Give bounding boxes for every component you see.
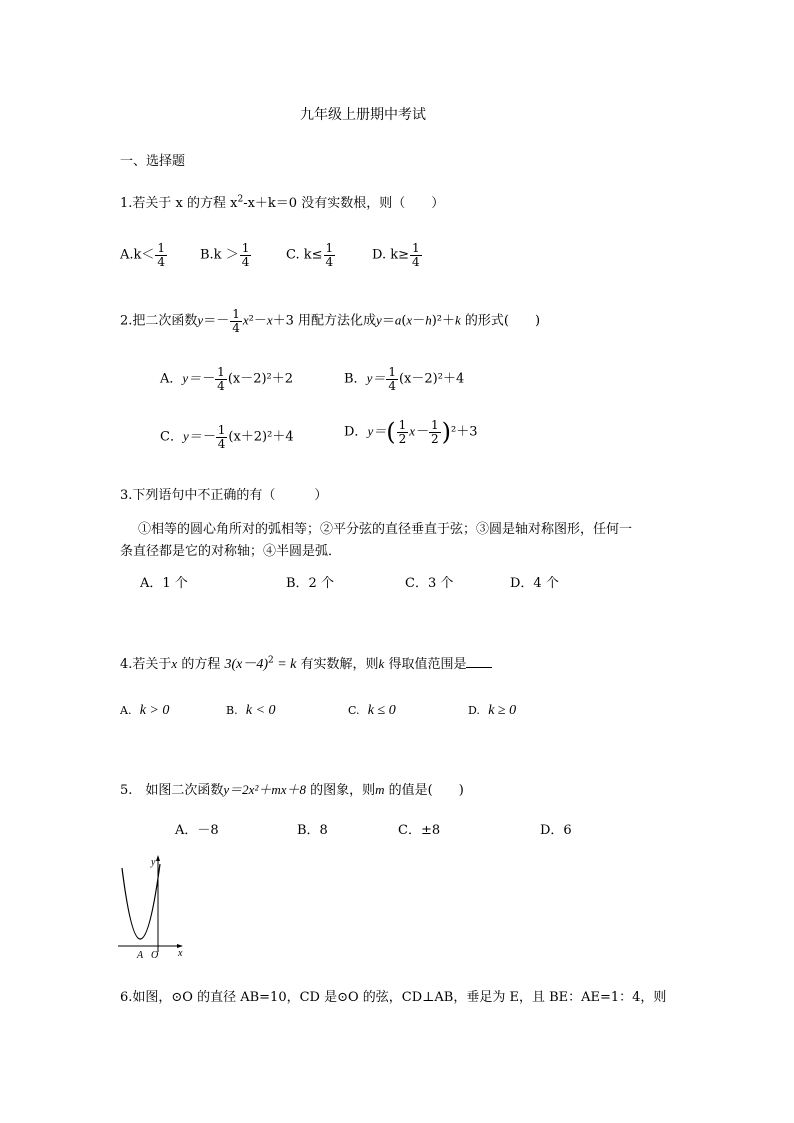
graph-x-label: x — [178, 948, 183, 959]
question-4-option-c: C. k ≤ 0 — [348, 703, 396, 718]
question-6-stem: 6.如图，⊙O 的直径 AB=10，CD 是⊙O 的弦，CD⊥AB，垂足为 E，且 BE：AE=1：4，则 — [120, 990, 667, 1005]
graph-y-label: y — [151, 857, 156, 868]
section-heading: 一、选择题 — [120, 154, 186, 169]
question-4-option-d: D. k ≥ 0 — [468, 703, 517, 718]
y-axis-arrow — [156, 855, 160, 861]
parabola-curve — [122, 864, 160, 939]
graph-origin-label: O — [151, 950, 159, 961]
question-3-body-line1: ①相等的圆心角所对的弧相等；②平分弦的直径垂直于弦；③圆是轴对称图形，任何一 — [138, 522, 633, 537]
page-title: 九年级上册期中考试 — [300, 107, 426, 123]
question-1-stem: 1.若关于 x 的方程 $x^2-x+k=0$ 没有实数根，则（ ） — [120, 194, 445, 211]
question-3-option-b: B．2 个 — [286, 576, 334, 591]
question-3-body-line2: 条直径都是它的对称轴；④半圆是弧． — [120, 544, 342, 559]
question-4-option-b: B. k < 0 — [226, 703, 276, 718]
parabola-graph — [110, 852, 200, 962]
graph-a-label: A — [137, 950, 144, 961]
question-2-option-a: A．y＝－ $\frac{1}{4}$ (x－2)²＋2 — [160, 365, 294, 393]
question-3-stem: 3.下列语句中不正确的有（ ） — [120, 488, 328, 503]
question-1-option-c: C. k≤ $\frac{1}{4}$ — [286, 241, 334, 269]
question-3-option-a: A．1 个 — [140, 576, 188, 591]
question-1-option-a: A.k＜ $\frac{1}{4}$ — [120, 241, 166, 269]
answer-blank — [466, 655, 492, 668]
question-4-stem: 4.若关于x 的方程 $3(x-4)^2 = k$ 有实数解，则k 得取值范围是 — [120, 653, 492, 673]
question-2-stem: 2.把二次函数y＝－ $\frac{1}{4}$ x²－x＋3 用配方法化成y＝a(x－h)²＋k 的形式( ) — [120, 307, 541, 335]
question-3-option-c: C．3 个 — [405, 576, 454, 591]
question-5-stem: 5. 如图二次函数y＝2x²＋mx＋8 的图象，则m 的值是( ) — [120, 782, 464, 798]
question-5-option-d: D．6 — [540, 823, 572, 838]
question-3-option-d: D．4 个 — [510, 576, 559, 591]
question-1-option-d: D. k≥ $\frac{1}{4}$ — [372, 241, 420, 269]
question-4-option-a: A. k > 0 — [120, 703, 170, 718]
question-5-option-a: A．－8 — [175, 823, 219, 838]
question-2-option-d: D．y＝( $\frac{1}{2}$ x－ $\frac{1}{2}$ )²＋3 — [344, 417, 478, 446]
question-5-option-b: B．8 — [297, 823, 328, 838]
question-1-option-b: B.k ＞ $\frac{1}{4}$ — [200, 241, 250, 269]
question-2-option-b: B．y＝ $\frac{1}{4}$ (x－2)²＋4 — [344, 365, 465, 393]
question-5-option-c: C．±8 — [398, 823, 441, 838]
question-2-option-c: C．y＝－ $\frac{1}{4}$ (x＋2)²＋4 — [160, 423, 294, 451]
